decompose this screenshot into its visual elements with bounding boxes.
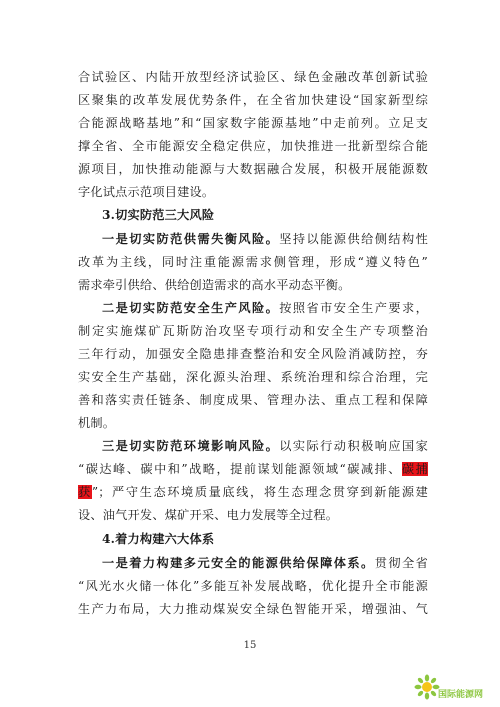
text-line: 撑全省、全市能源安全稳定供应，加快推进一批新型综合能 [78,139,428,153]
text-line: 改革为主线，同时注重能源需求侧管理，形成“遵义特色” [78,255,428,269]
text-line: “风光水火储一体化”多能互补发展战略，优化提升全市能源 [78,579,428,593]
text-line: 实安全生产基础，深化源头治理、系统治理和综合治理，完 [78,370,428,384]
paragraph-lead: 二是切实防范安全生产风险。 [102,301,280,315]
text-line: 源项目，加快推动能源与大数据融合发展，积极开展能源数 [78,162,428,176]
text-span: 贯彻全省 [374,556,428,570]
text-line: 合能源战略基地”和“国家数字能源基地”中走前列。立足支 [78,116,428,130]
page-number: 15 [243,640,257,651]
text-span: 以实际行动积极响应国家 [279,439,429,453]
text-line: 设、油气开发、煤矿开采、电力发展等全过程。 [78,508,339,522]
text-span: 按照省市安全生产要求， [279,301,429,315]
text-line [102,300,428,317]
text-line [102,555,428,572]
text-line [102,231,428,248]
text-line [102,438,428,455]
text-line: 字化试点示范项目建设。 [78,185,215,199]
text-line: 三年行动，加强安全隐患排查整治和安全风险消减防控，夯 [78,347,428,361]
text-span: ”；严守生态环境质量底线，将生态理念贯穿到新能源建 [91,485,429,499]
watermark-text: 国际能源网 [438,690,484,700]
paragraph-lead: 三是切实防范环境影响风险。 [102,439,280,453]
highlighted-text: 碳捕 [401,462,428,476]
paragraph-lead: 一是着力构建多元安全的能源供给保障体系。 [102,556,375,570]
section-heading: 4.着力构建六大体系 [102,532,215,546]
text-span: 坚持以能源供给侧结构性 [279,232,429,246]
watermark [414,673,492,703]
text-line: 区聚集的改革发展优势条件，在全省加快建设“国家新型综 [78,93,428,107]
text-line: 机制。 [78,416,116,430]
text-line [78,461,428,478]
text-line: 善和落实责任链条、制度成果、管理办法、重点工程和保障 [78,393,428,407]
text-line: 制定实施煤矿瓦斯防治攻坚专项行动和安全生产专项整治 [78,324,428,338]
paragraph-lead: 一是切实防范供需失衡风险。 [102,232,280,246]
text-line: 生产力布局，大力推动煤炭安全绿色智能开采，增强油、气 [78,602,428,616]
highlighted-text: 获 [78,485,92,499]
text-line: 合试验区、内陆开放型经济试验区、绿色金融改革创新试验 [78,70,428,84]
section-heading: 3.切实防范三大风险 [102,208,215,222]
text-line: 需求牵引供给、供给创造需求的高水平动态平衡。 [78,278,351,292]
text-line [78,484,428,501]
text-span: “碳达峰、碳中和”战略，提前谋划能源领域“碳减排、 [78,462,402,476]
